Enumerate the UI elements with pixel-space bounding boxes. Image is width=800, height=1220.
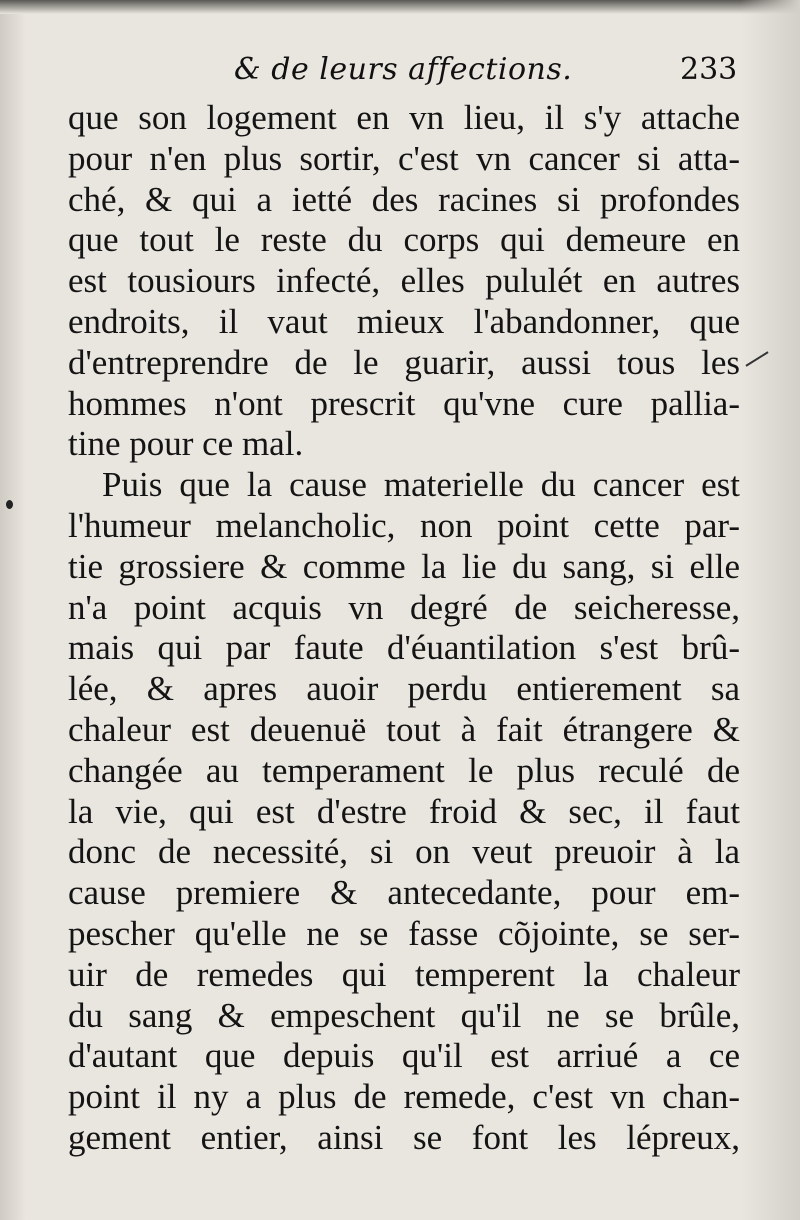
page-number: 233 <box>680 52 738 87</box>
body-text <box>68 98 740 1159</box>
text-line: n'a point acquis vn degré de seicheresse, <box>68 587 740 627</box>
text-line: donc de necessité, si on veut preuoir à la <box>68 832 740 872</box>
text-line: la vie, qui est d'estre froid & sec, il faut <box>68 791 740 831</box>
text-line: ché, & qui a ietté des racines si profondes <box>68 179 740 219</box>
paragraph-end-line: tine pour ce mal. <box>68 424 304 464</box>
text-line: tie grossiere & comme la lie du sang, si elle <box>68 546 740 586</box>
page-right-edge <box>740 0 800 1220</box>
text-line: chaleur est deuenuë tout à fait étrangere & <box>68 709 740 749</box>
text-line: changée au temperament le plus reculé de <box>68 750 740 790</box>
text-line: cause premiere & antecedante, pour em- <box>68 873 740 913</box>
text-line: que son logement en vn lieu, il s'y attache <box>68 98 740 137</box>
binding-shadow <box>0 0 26 1220</box>
page-top-edge <box>0 0 800 14</box>
text-line: d'entreprendre de le guarir, aussi tous les <box>68 342 740 382</box>
ink-speck <box>6 500 13 509</box>
text-line: mais qui par faute d'éuantilation s'est brû- <box>68 628 740 668</box>
text-line: d'autant que depuis qu'il est arriué a ce <box>68 1036 740 1076</box>
text-line: hommes n'ont prescrit qu'vne cure pallia- <box>68 383 740 423</box>
running-head: & de leurs affections. <box>234 52 573 87</box>
text-line: est tousiours infecté, elles pululét en autres <box>68 261 740 301</box>
text-line: endroits, il vaut mieux l'abandonner, que <box>68 301 740 341</box>
text-line: pour n'en plus sortir, c'est vn cancer si atta- <box>68 138 740 178</box>
page-header <box>0 52 800 102</box>
text-line: gement entier, ainsi se font les lépreux, <box>68 1117 740 1157</box>
text-line: que tout le reste du corps qui demeure en <box>68 220 740 260</box>
text-line: du sang & empeschent qu'il ne se brûle, <box>68 995 740 1035</box>
paragraph-start-line: Puis que la cause materielle du cancer est <box>102 465 740 505</box>
text-line: pescher qu'elle ne se fasse cõjointe, se ser- <box>68 913 740 953</box>
text-line: l'humeur melancholic, non point cette par- <box>68 505 740 545</box>
text-line: lée, & apres auoir perdu entierement sa <box>68 669 740 709</box>
text-line: point il ny a plus de remede, c'est vn chan- <box>68 1077 740 1117</box>
text-line: uir de remedes qui temperent la chaleur <box>68 954 740 994</box>
